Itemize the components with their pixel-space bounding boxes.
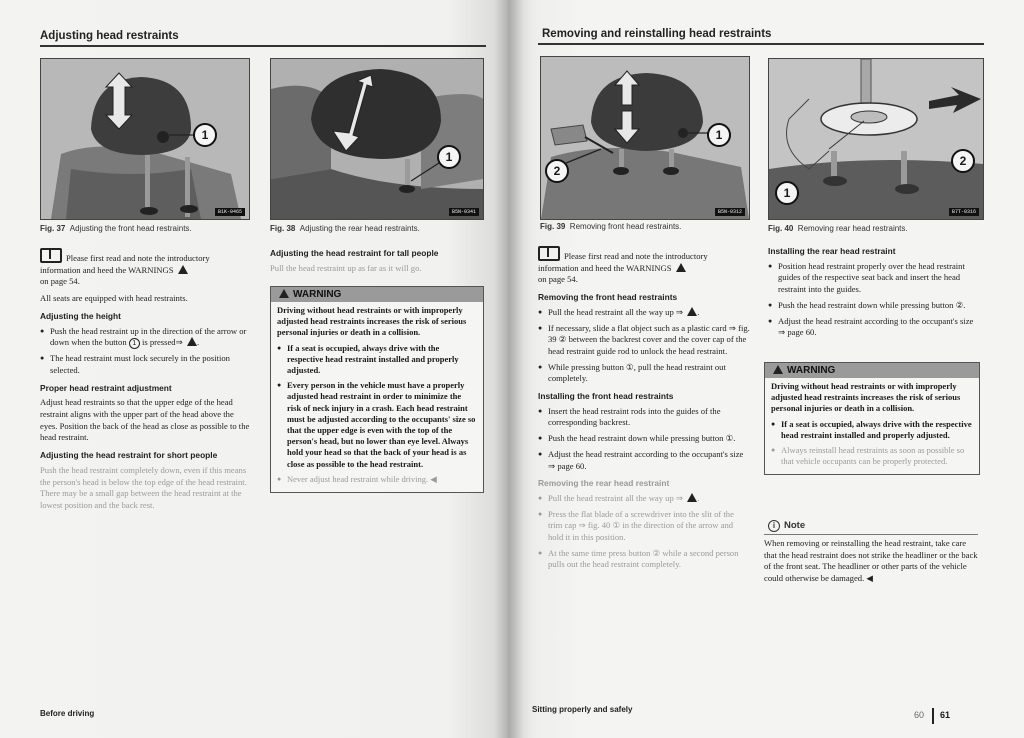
list-item: ● Always reinstall head restraints as soon as possible so that vehicle occupants can be properly protected.	[771, 445, 973, 467]
figure-code: B7T-0316	[949, 208, 979, 216]
left-column	[40, 248, 250, 517]
list-item: ● While pressing button ①, pull the head restraint out completely.	[538, 362, 750, 385]
list-item: ● Pull the head restraint all the way up ⇒ .	[538, 493, 750, 505]
heading-proper: Proper head restraint adjustment	[40, 382, 172, 393]
list-item: ● Push the head restraint down while pressing button ①.	[538, 433, 750, 445]
figure-code: B5N-0312	[715, 208, 745, 216]
short-paragraph: Push the head restraint completely down, even if this means the person's head is below the top edge of the head restraint. There may be a small gap between the head restraint at the lowest position and the back rest.	[40, 464, 247, 510]
callout-2: 2	[545, 159, 569, 183]
right-page-right-column	[768, 246, 982, 343]
note-body: When removing or reinstalling the head restraint, take care that the head restraint does not strike the headliner or the back of the front seat. The headliner or other parts of the vehicle could otherwise be damaged. ◀	[764, 538, 978, 584]
figure-38-caption: Fig. 38 Adjusting the rear head restraints.	[270, 224, 420, 233]
rear-head-restraint-illustration	[271, 59, 483, 219]
button-1-symbol: 1	[129, 338, 140, 349]
proper-paragraph: Adjust head restraints so that the upper edge of the head restraint aligns with the upper part of the head above the eyes. Position the back of the head as close as possible to the head restraint.	[40, 397, 250, 443]
note-header: i Note	[764, 518, 978, 535]
section-title: Adjusting head restraints	[40, 30, 179, 42]
section-rule	[538, 43, 984, 45]
figure-37-caption: Fig. 37 Adjusting the front head restraints.	[40, 224, 192, 233]
figure-39-caption: Fig. 39 Removing front head restraints.	[540, 222, 682, 231]
callout-1: 1	[707, 123, 731, 147]
list-item: ● The head restraint must lock securely in the position selected.	[40, 353, 250, 376]
callout-1: 1	[193, 123, 217, 147]
tall-paragraph: Pull the head restraint up as far as it will go.	[270, 262, 422, 273]
figure-code: B5N-0341	[449, 208, 479, 216]
remove-rear-restraint-illustration	[769, 59, 983, 219]
front-head-restraint-illustration	[41, 59, 249, 219]
list-item: ● If a seat is occupied, always drive with the respective head restraint installed and properly adjusted.	[277, 343, 477, 377]
page-number-divider	[932, 708, 934, 724]
figure-code: B1K-0465	[215, 208, 245, 216]
heading-install-front: Installing the front head restraints	[538, 391, 674, 402]
warning-box	[270, 286, 484, 493]
warning-triangle-icon	[676, 263, 686, 272]
warning-text: Driving without head restraints or with improperly adjusted head restraints increases the risk of serious personal injuries or death in a collision.	[277, 305, 467, 338]
warning-body	[765, 378, 979, 474]
list-item: ● Every person in the vehicle must have a properly adjusted head restraint in order to minimize the risk of neck injury in a crash. Each head restraint must be adjusted according to the occupants' size so that the upper edge is even with the top of the person's head, but no lower than eye level. Always hold your head so that the back of your head is as close as possible to the head restraint.	[277, 380, 477, 470]
list-item: ● Never adjust head restraint while driving. ◀	[277, 474, 477, 485]
warning-triangle-icon	[773, 365, 783, 374]
list-item: ● At the same time press button ② while a second person pulls out the head restraint completely.	[538, 548, 750, 571]
list-item: ● Insert the head restraint rods into the guides of the corresponding backrest.	[538, 406, 750, 429]
warning-box	[764, 362, 980, 475]
list-item: ● If a seat is occupied, always drive with the respective head restraint installed and properly adjusted.	[771, 419, 973, 441]
heading-remove-rear: Removing the rear head restraint	[538, 478, 670, 489]
heading-short: Adjusting the head restraint for short people	[40, 450, 218, 461]
left-page-right-column	[270, 248, 482, 279]
page-number-right: 61	[940, 710, 951, 720]
section-title: Removing and reinstalling head restraints	[542, 28, 772, 40]
heading-install-rear: Installing the rear head restraint	[768, 246, 896, 256]
figure-37	[40, 58, 250, 220]
warning-text: Driving without head restraints or with improperly adjusted head restraints increases the risk of serious personal injuries or death in a collision.	[771, 381, 961, 414]
figure-40-caption: Fig. 40 Removing rear head restraints.	[768, 224, 908, 233]
heading-height: Adjusting the height	[40, 310, 121, 321]
note-box	[764, 518, 978, 585]
figure-38	[270, 58, 484, 220]
page-number-left: 60	[914, 710, 925, 720]
list-item: ● Adjust the head restraint according to the occupant's size ⇒ page 60.	[538, 449, 750, 472]
list-item: ● Push the head restraint down while pressing button ②.	[768, 300, 982, 312]
intro-paragraph: Please first read and note the introductory information and heed the WARNINGS on page 54.	[538, 246, 750, 286]
warning-header: WARNING	[271, 287, 483, 302]
page-footer: Before driving	[40, 709, 95, 718]
intro-paragraph: Please first read and note the introductory information and heed the WARNINGS on page 54.	[40, 248, 250, 288]
warning-triangle-icon	[687, 493, 697, 502]
page-footer: Sitting properly and safely	[532, 705, 633, 714]
warning-triangle-icon	[687, 307, 697, 316]
list-item: ● Push the head restraint up in the direction of the arrow or down when the button 1 is pressed⇒ .	[40, 326, 250, 350]
callout-1: 1	[775, 181, 799, 205]
warning-triangle-icon	[178, 265, 188, 274]
figure-39	[540, 56, 750, 220]
figure-40	[768, 58, 984, 220]
list-item: ● Position head restraint properly over the head restraint guides of the respective seat back and insert the head restraint into the guides.	[768, 261, 982, 296]
info-icon: i	[768, 520, 780, 532]
callout-2: 2	[951, 149, 975, 173]
left-page	[0, 0, 508, 738]
book-icon	[538, 246, 560, 261]
list-item: ● Adjust the head restraint according to the occupant's size ⇒ page 60.	[768, 316, 982, 339]
book-icon	[40, 248, 62, 263]
heading-remove-front: Removing the front head restraints	[538, 292, 678, 303]
list-item: ● Press the flat blade of a screwdriver into the slit of the trim cap ⇒ fig. 40 ① in the direction of the arrow and hold it in this position.	[538, 509, 750, 544]
right-page	[508, 0, 1024, 738]
list-item: ● If necessary, slide a flat object such as a plastic card ⇒ fig. 39 ② between the backrest cover and the cover cap of the head restraint guide rod to unlock the head restraint.	[538, 323, 750, 358]
callout-1: 1	[437, 145, 461, 169]
list-item: ● Pull the head restraint all the way up ⇒ .	[538, 307, 750, 319]
all-seats-text: All seats are equipped with head restraints.	[40, 293, 188, 304]
right-page-left-column	[538, 246, 750, 575]
warning-triangle-icon	[187, 337, 197, 346]
warning-triangle-icon	[279, 289, 289, 298]
warning-body	[271, 302, 483, 492]
heading-tall: Adjusting the head restraint for tall people	[270, 248, 439, 258]
warning-header: WARNING	[765, 363, 979, 378]
section-rule	[40, 45, 486, 47]
